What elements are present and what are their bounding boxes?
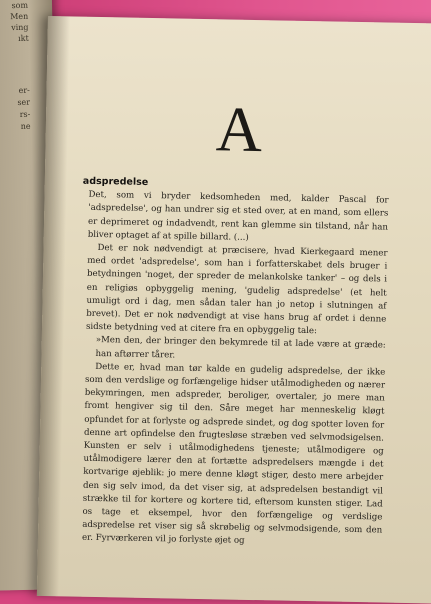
left-page-fragment: som <box>11 0 29 11</box>
entry-paragraph: Det er nok nødvendigt at præcisere, hvad Kierkegaard mener med ordet 'adspredelse', som han i forfatterskabet dels bruger i betydningen 'noget, der spreder de melankolske tanker' – og dels i en religiøs opbyggelig mening, 'gudelig adspredelse' (et helt umuligt ord i dag, men sådan taler han jo netop i slutningen af brevet). Det er nok nødvendigt at vise hans brug af ordet i denne sidste betydning ved at citere fra en opbyggelig tale: <box>85 243 388 337</box>
left-page-fragment: ıkt <box>18 33 29 43</box>
left-page-fragment: Men <box>10 11 29 22</box>
left-page-fragment: ne <box>20 121 31 131</box>
left-page-fragment: er- <box>18 85 30 95</box>
book-page <box>37 16 431 604</box>
left-page-fragment: rs- <box>19 109 31 119</box>
left-page-fragment: ving <box>11 22 29 33</box>
entry-paragraph: Det, som vi bryder kedsomheden med, kalder Pascal for 'adspredelse', og han undrer sig et sted over, at en mand, som ellers er deprimeret og indadvendt, rent kan glemme sin tilstand, når han bliver optaget af at spille billard. (...) <box>87 190 389 243</box>
entry-headword: adspredelse <box>82 175 149 188</box>
entry-paragraph: Dette er, hvad man tør kalde en gudelig adspredelse, der ikke som den verdslige og forfængelige hidser utålmodigheden og nærer bekymringen, men adspreder, beroliger, overtaler, jo mere man fromt hengiver sig til den. Såre meget har menneskelig kløgt opfundet for at forlyste og adsprede sindet, og dog spotter loven for denne art opfindelse den frugtesløse stræben ved selvmodsigelsen. Kunsten er selv i utålmodighedens tjeneste; utålmodigere og utålmodigere lærer den at fortætte adspredelsers mængde i det kortvarige øjeblik: jo mere denne kløgt stiger, desto mere arbejder den sig selv imod, da det viser sig, at adspredelsen bestandigt vil strække til for kortere og kortere tid, eftersom kunsten stiger. Lad os tage et eksempel, hvor den forfængelige og verdslige adspredelse ret viser sig så skrøbelig og selvmodsigende, som den er. Fyrværkeren vil jo forlyste øjet og <box>81 361 386 547</box>
entry-body <box>82 175 389 551</box>
chapter-letter: A <box>215 93 263 166</box>
entry-quote: »Men den, der bringer den bekymrede til at lade være at græde: han aftørrer tårer. <box>95 335 386 361</box>
left-page-fragment: ser <box>17 97 31 107</box>
